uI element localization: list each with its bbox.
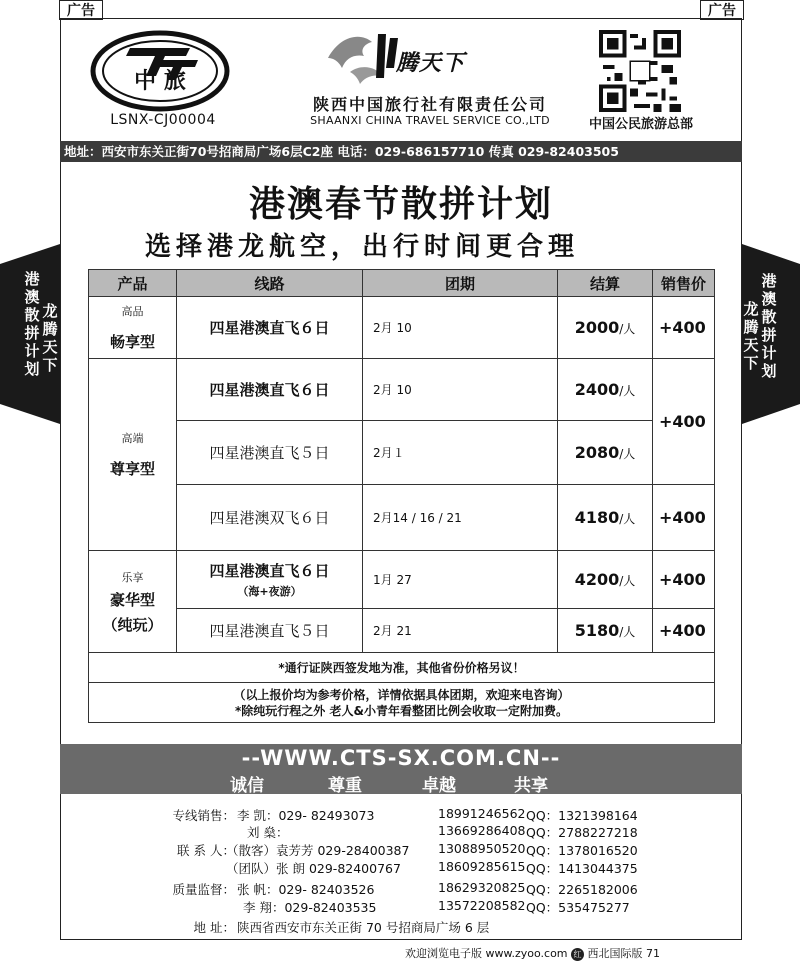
product-cell: [89, 359, 177, 551]
contact-name: 张 帆：029- 82403526: [237, 882, 375, 897]
contact-qq: QQ：2788227218: [526, 825, 638, 840]
contact-mobile: 13572208582: [438, 898, 526, 913]
contact-mobile: 13669286408: [438, 823, 526, 838]
price-cell: 2400/人: [558, 359, 653, 421]
motto-line: [230, 771, 570, 796]
ad-label-left: 广告: [59, 0, 103, 20]
product-name: 尊享型: [109, 460, 155, 478]
product-name: 畅享型: [109, 333, 155, 351]
sale-cell: +400: [653, 297, 715, 359]
contact-label: 专线销售：: [172, 808, 235, 823]
website-link[interactable]: --WWW.CTS-SX.COM.CN--: [241, 746, 561, 770]
price-cell: 4180/人: [558, 485, 653, 551]
header-date: 团期: [363, 270, 558, 297]
table-header-row: [89, 270, 715, 297]
motto-item: 尊重: [328, 776, 362, 796]
company-name-en: SHAANXI CHINA TRAVEL SERVICE CO.,LTD: [310, 114, 550, 127]
side-text-left-a: 港 澳 散 拼 计 划: [24, 270, 40, 378]
contact-name: （团队）张 朗 029-82400767: [226, 861, 401, 876]
address-text: 陕西省西安市东关正街 70 号招商局广场 6 层: [237, 920, 490, 935]
footer-page: 西北国际版 71: [587, 947, 661, 960]
date-cell: 1月 27: [363, 551, 558, 609]
note-text: *通行证陕西签发地为准，其他省份价格另议！: [89, 653, 715, 683]
logo-text: 中 旅: [134, 68, 186, 94]
qr-code-icon[interactable]: [599, 30, 681, 112]
contact-mobile: 13088950520: [438, 841, 526, 856]
route-cell: 四星港澳直飞６日: [177, 297, 363, 359]
contact-qq: QQ：1378016520: [526, 843, 638, 858]
product-cell: [89, 551, 177, 653]
contact-name: 李 翔：029-82403535: [243, 900, 377, 915]
page-subtitle: 选择港龙航空，出行时间更合理: [145, 232, 580, 262]
header-price: 结算: [558, 270, 653, 297]
date-cell: 2月 10: [363, 297, 558, 359]
contact-name: 李 凯：029- 82493073: [237, 808, 375, 823]
product-tier: 乐享: [121, 570, 144, 584]
product-cell: [89, 297, 177, 359]
route-cell: 四星港澳直飞６日: [177, 359, 363, 421]
page-footer: [405, 945, 660, 961]
footer-badge-icon: 红: [571, 948, 584, 961]
table-row: [89, 551, 715, 609]
price-cell: 2080/人: [558, 421, 653, 485]
date-cell: 2月 10: [363, 359, 558, 421]
company-name-cn: 陕西中国旅行社有限责任公司: [312, 95, 547, 114]
side-text-right-a: 港 澳 散 拼 计 划: [761, 272, 777, 380]
sale-cell: +400: [653, 359, 715, 485]
side-text-left-b: 龙 腾 天 下: [42, 302, 58, 374]
table-row: [89, 359, 715, 421]
side-text-right-b: 龙 腾 天 下: [743, 300, 759, 372]
table-row: [89, 609, 715, 653]
motto-item: 诚信: [230, 776, 264, 796]
header-route: 线路: [177, 270, 363, 297]
table-row: [89, 297, 715, 359]
header-product: 产品: [89, 270, 177, 297]
ad-label-right: 广告: [700, 0, 744, 20]
contact-mobile: 18991246562: [438, 806, 526, 821]
route-cell: 四星港澳直飞５日: [177, 421, 363, 485]
address-bar: 地址：西安市东关正街70号招商局广场6层C2座 电话：029-686157710 传真 029-82403505: [60, 141, 742, 162]
dragon-text: 腾天下: [396, 51, 466, 76]
date-cell: 2月１: [363, 421, 558, 485]
date-cell: 2月 21: [363, 609, 558, 653]
contact-qq: QQ：1321398164: [526, 808, 638, 823]
header-sale: 销售价: [653, 270, 715, 297]
route-cell: 四星港澳直飞６日 （海+夜游）: [177, 551, 363, 609]
contact-mobile: 18629320825: [438, 880, 526, 895]
price-cell: 5180/人: [558, 609, 653, 653]
note-row: [89, 653, 715, 683]
sale-cell: +400: [653, 551, 715, 609]
table-row: [89, 485, 715, 551]
contact-mobile: 18609285615: [438, 859, 526, 874]
license-number: LSNX-CJ00004: [110, 112, 216, 128]
product-tier: 高品: [121, 305, 144, 318]
route-cell: 四星港澳双飞６日: [177, 485, 363, 551]
table-row: [89, 421, 715, 485]
motto-item: 共享: [514, 776, 548, 796]
contact-name: 刘 燊：: [247, 825, 289, 840]
contact-label: 地 址：: [193, 920, 235, 935]
route-cell: 四星港澳直飞５日: [177, 609, 363, 653]
contact-label: 质量监督：: [172, 882, 235, 897]
tour-plan-table: [88, 269, 715, 723]
route-note: （海+夜游）: [237, 585, 302, 598]
note-text: （以上报价均为参考价格，详情依据具体团期，欢迎来电咨询） *除纯玩行程之外 老人&小青年看整团比例会收取一定附加费。: [89, 683, 715, 723]
product-name: 豪华型: [109, 590, 155, 609]
contact-qq: QQ：2265182006: [526, 882, 638, 897]
footer-link[interactable]: 欢迎浏览电子版 www.zyoo.com: [405, 947, 568, 960]
product-note: （纯玩）: [102, 615, 163, 634]
page-title: 港澳春节散拼计划: [248, 184, 553, 225]
price-cell: 4200/人: [558, 551, 653, 609]
contact-qq: QQ：1413044375: [526, 861, 638, 876]
sale-cell: +400: [653, 485, 715, 551]
price-cell: 2000/人: [558, 297, 653, 359]
date-cell: 2月14 / 16 / 21: [363, 485, 558, 551]
qr-caption: 中国公民旅游总部: [588, 117, 693, 132]
contact-qq: QQ：535475277: [526, 900, 630, 915]
contact-label: 联 系 人：: [177, 843, 235, 858]
contact-name: （散客）袁芳芳 029-28400387: [226, 843, 410, 858]
product-tier: 高端: [121, 432, 144, 445]
note-row: [89, 683, 715, 723]
motto-item: 卓越: [422, 776, 456, 796]
sale-cell: +400: [653, 609, 715, 653]
